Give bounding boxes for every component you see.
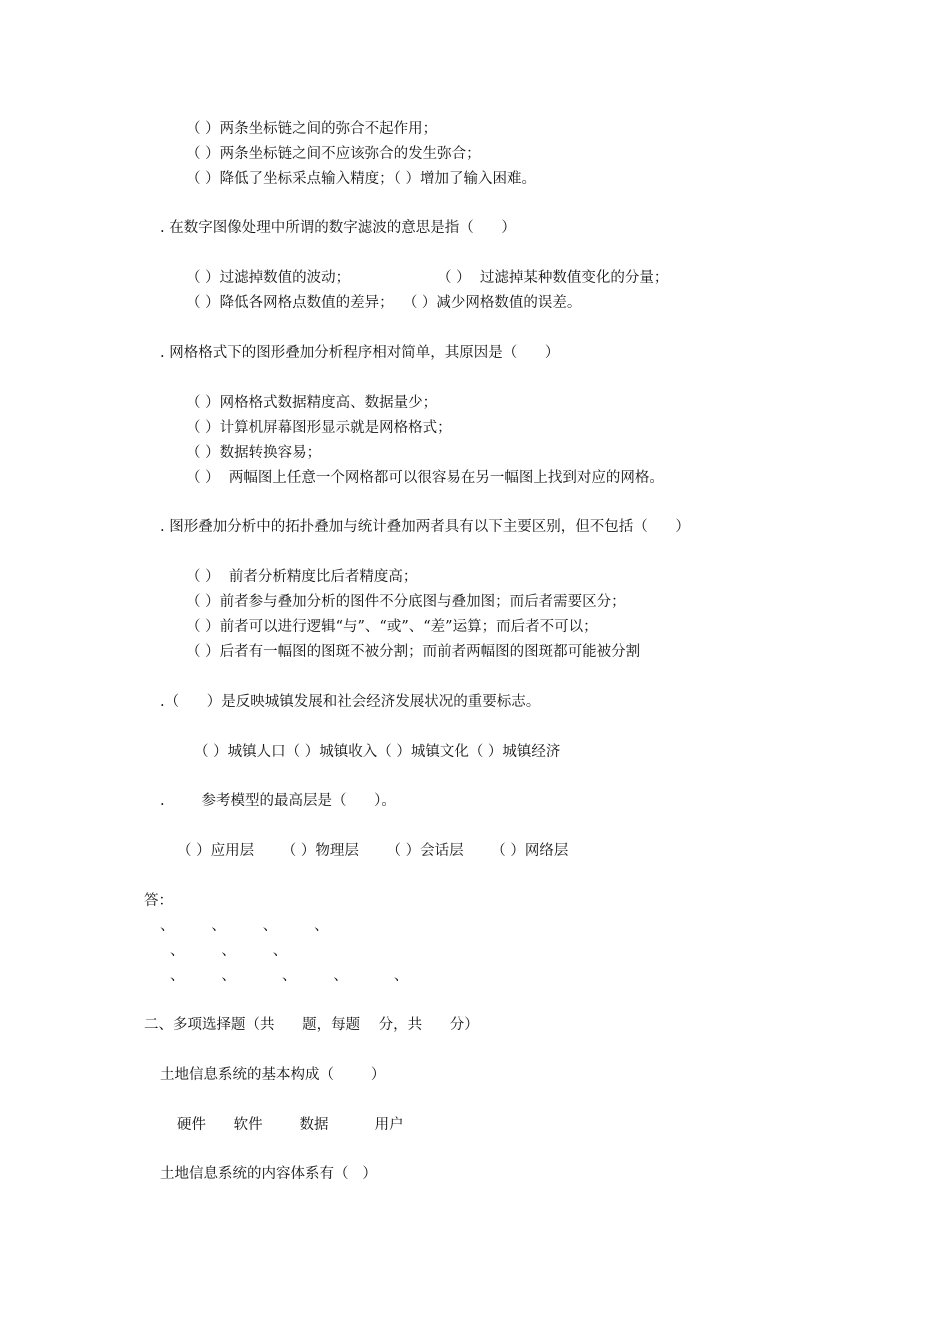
option-line: （ ）应用层 （ ）物理层 （ ）会话层 （ ）网络层 <box>177 843 569 859</box>
question-line: . 网格格式下的图形叠加分析程序相对简单，其原因是（ ） <box>160 345 560 361</box>
option-line: （ ）城镇人口（ ）城镇收入（ ）城镇文化（ ）城镇经济 <box>194 744 561 760</box>
option-line: （ ）网格格式数据精度高、数据量少； <box>186 395 438 411</box>
option-line: （ ） 两幅图上任意一个网格都可以很容易在另一幅图上找到对应的网格。 <box>186 470 664 486</box>
question-line: 土地信息系统的内容体系有（ ） <box>160 1166 377 1182</box>
option-line: （ ）两条坐标链之间的弥合不起作用； <box>186 121 438 137</box>
option-line: （ ）计算机屏幕图形显示就是网格格式； <box>186 420 452 436</box>
question-line: . 参考模型的最高层是（ ）。 <box>160 793 396 809</box>
option-line: （ ）过滤掉数值的波动； <box>186 270 351 286</box>
question-line: . 图形叠加分析中的拓扑叠加与统计叠加两者具有以下主要区别，但不包括（ ） <box>160 519 690 535</box>
option-line: 硬件 软件 数据 用户 <box>177 1117 404 1133</box>
option-line: （ ）两条坐标链之间不应该弥合的发生弥合； <box>186 146 481 162</box>
answer-blanks: 、 、 、 <box>170 943 288 959</box>
question-line: . 在数字图像处理中所谓的数字滤波的意思是指（ ） <box>160 220 516 236</box>
option-line: （ ）后者有一幅图的图斑不被分割；而前者两幅图的图斑都可能被分割 <box>186 644 641 660</box>
option-line: （ ）降低各网格点数值的差异； （ ）减少网格数值的误差。 <box>186 295 582 311</box>
answer-blanks: 、 、 、 、 <box>160 918 329 934</box>
question-line: .（ ）是反映城镇发展和社会经济发展状况的重要标志。 <box>160 694 541 710</box>
option-line: （ ）降低了坐标采点输入精度；（ ）增加了输入困难。 <box>186 171 536 187</box>
answer-blanks: 、 、 、 、 、 <box>170 968 409 984</box>
question-line: 土地信息系统的基本构成（ ） <box>160 1067 386 1083</box>
option-line: （ ）数据转换容易； <box>186 445 322 461</box>
option-line: （ ）前者可以进行逻辑“与”、“或”、“差”运算；而后者不可以； <box>186 619 598 635</box>
option-line: （ ） 过滤掉某种数值变化的分量； <box>437 270 669 286</box>
section-heading: 二、多项选择题（共 题，每题 分，共 分） <box>144 1017 479 1033</box>
option-line: （ ）前者参与叠加分析的图件不分底图与叠加图；而后者需要区分； <box>186 594 626 610</box>
option-line: （ ） 前者分析精度比后者精度高； <box>186 569 418 585</box>
answer-label: 答： <box>144 893 173 909</box>
